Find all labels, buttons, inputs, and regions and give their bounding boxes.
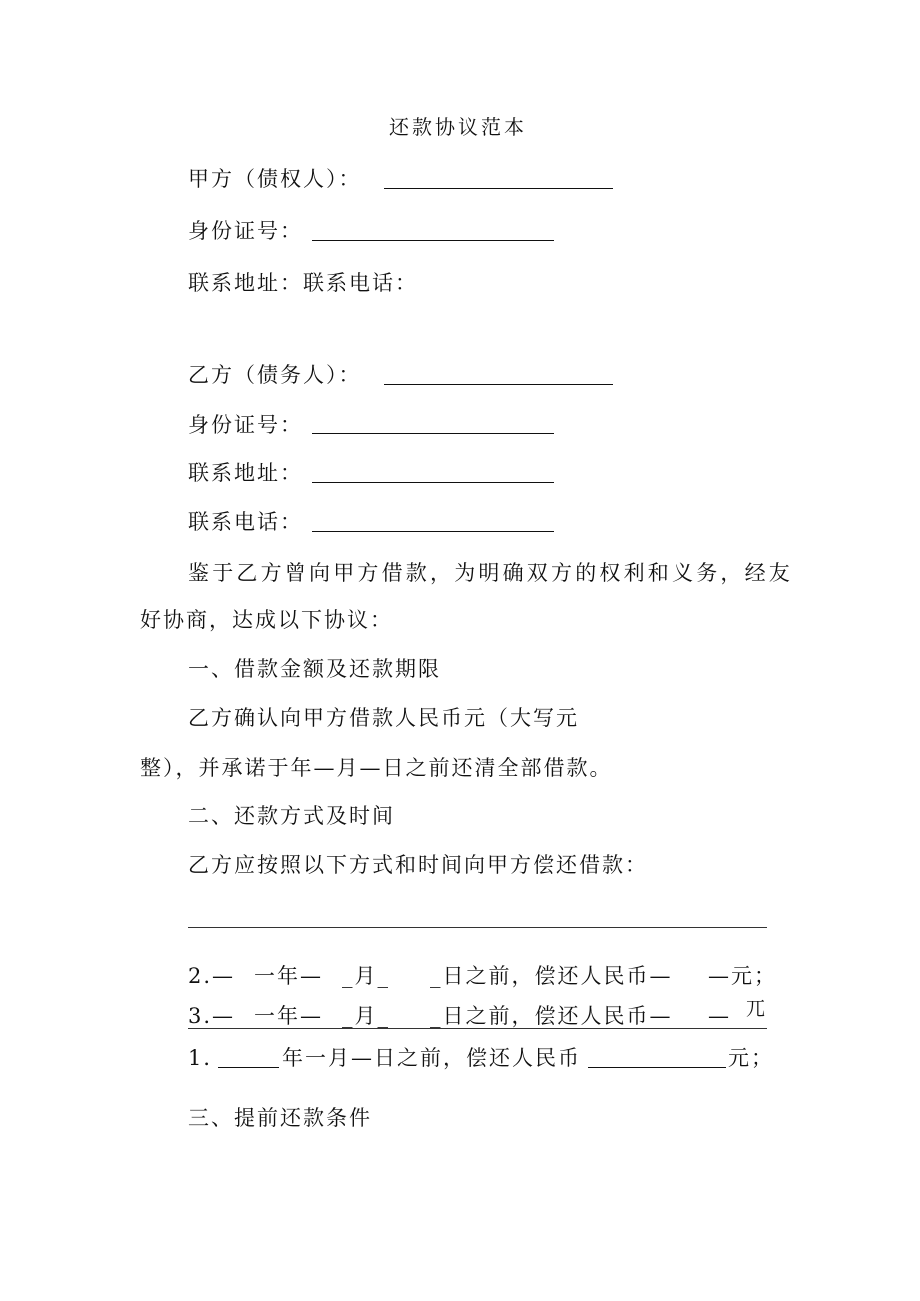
- party-b-phone-label: 联系电话：: [188, 510, 303, 534]
- item-3-year: 一年—: [254, 1004, 323, 1028]
- item-1-number: 1．: [188, 1046, 227, 1070]
- party-b-id-label: 身份证号：: [188, 413, 303, 437]
- item-3-month: _月_: [342, 1004, 390, 1028]
- party-a-name-label: 甲方（债权人）：: [188, 167, 362, 191]
- party-a-id-label: 身份证号：: [188, 219, 303, 243]
- party-a-id-blank[interactable]: [312, 240, 554, 241]
- item-3-unit: 兀: [746, 998, 766, 1020]
- party-b-address-blank[interactable]: [312, 482, 554, 483]
- item-3-rule: [188, 1028, 767, 1029]
- section-2-heading: 二、还款方式及时间: [188, 804, 395, 828]
- item-2-amount: —元；: [708, 964, 777, 988]
- item-3-number: 3.—: [188, 1004, 236, 1028]
- party-b-name-label: 乙方（债务人）：: [188, 363, 362, 387]
- item-1-text: 年一月—日之前，偿还人民币: [282, 1046, 581, 1070]
- party-b-name-blank[interactable]: [384, 384, 613, 385]
- item-3-day-text: _日之前，偿还人民币—: [430, 1004, 673, 1028]
- party-b-id-blank[interactable]: [312, 433, 554, 434]
- item-2-year: 一年—: [254, 964, 323, 988]
- party-a-contact-label: 联系地址：联系电话：: [188, 271, 418, 295]
- item-1-amount-blank[interactable]: [588, 1067, 726, 1068]
- preamble-line-1: 鉴于乙方曾向甲方借款，为明确双方的权利和义务，经友: [188, 561, 793, 585]
- preamble-line-2: 好协商，达成以下协议：: [140, 608, 393, 632]
- section-1-heading: 一、借款金额及还款期限: [188, 657, 441, 681]
- party-b-address-label: 联系地址：: [188, 461, 303, 485]
- section-1-line-2: 整），并承诺于年—月—日之前还清全部借款。: [140, 756, 613, 780]
- document-title: 还款协议范本: [389, 115, 527, 139]
- item-2-day-text: _日之前，偿还人民币—: [430, 964, 673, 988]
- party-a-name-blank[interactable]: [384, 188, 613, 189]
- section-2-intro: 乙方应按照以下方式和时间向甲方偿还借款：: [188, 853, 648, 877]
- item-2-month: _月_: [342, 964, 390, 988]
- section-1-line-1: 乙方确认向甲方借款人民币元（大写元: [188, 706, 579, 730]
- item-1-unit: 元；: [728, 1046, 774, 1070]
- item-3-amount: —: [708, 1004, 731, 1028]
- item-1-year-blank[interactable]: [218, 1067, 279, 1068]
- item-2-number: 2.—: [188, 964, 236, 988]
- party-b-phone-blank[interactable]: [312, 531, 554, 532]
- payment-schedule-rule: [188, 927, 767, 928]
- section-3-heading: 三、提前还款条件: [188, 1106, 372, 1130]
